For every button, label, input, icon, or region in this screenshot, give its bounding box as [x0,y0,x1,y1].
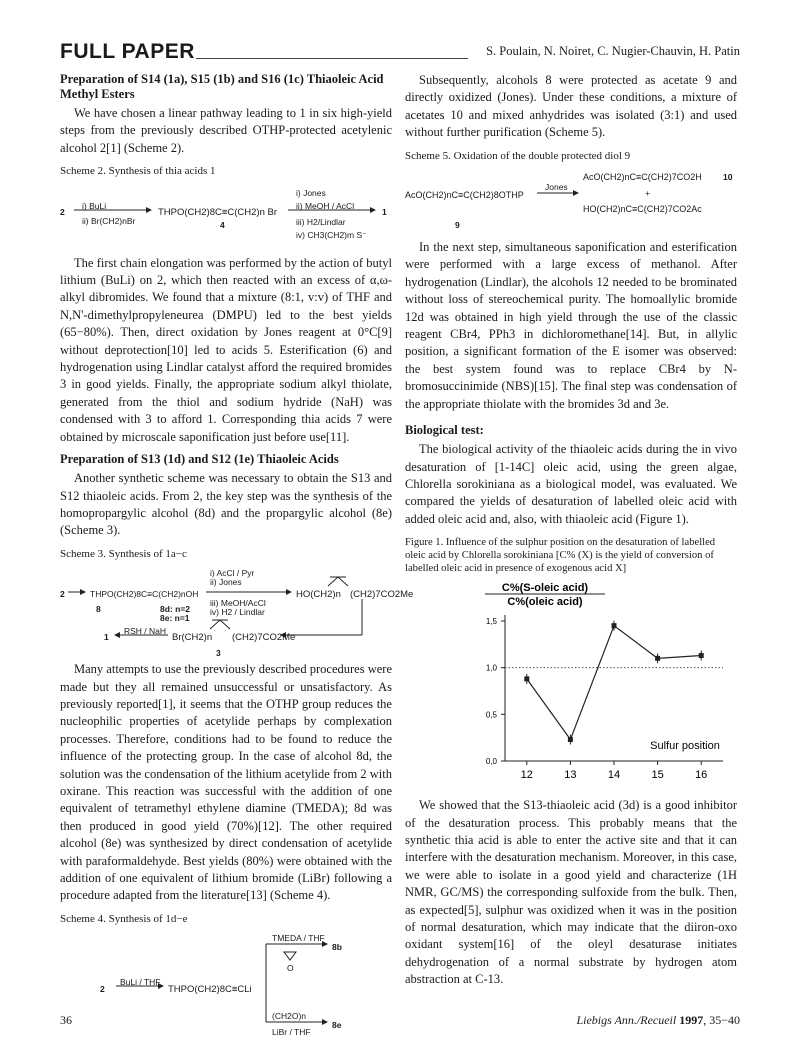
scheme-2-compound-2: 2 [60,206,65,217]
left-column [60,72,414,1038]
scheme-5-compound-9: 9 [455,220,460,231]
scheme-5-starting-material: AcO(CH2)nC≡C(CH2)8OTHP [405,190,524,201]
y-tick-label: 1,5 [485,617,497,627]
right-column [405,72,737,995]
scheme-3-compound-2: 2 [60,589,65,600]
scheme-4-acetylide: THPO(CH2)8C≡CLi [168,984,252,996]
scheme-3-variant: 8d: n=2 [160,604,190,615]
scheme-5-compound-10: 10 [723,172,733,183]
section-heading-biological-test: Biological test: [405,423,484,438]
x-tick-label: 12 [520,769,533,782]
scheme-2-caption: Scheme 2. Synthesis of thia acids 1 [60,165,216,178]
scheme-3-bromide-chain: (CH2)7CO2Me [232,632,296,644]
scheme-3-compound-3: 3 [216,648,221,659]
page-number: 36 [60,1013,72,1027]
scheme-3-compound-1: 1 [104,632,109,643]
scheme-3-bromide: Br(CH2)n [172,632,213,644]
scheme-4-reagent: (CH2O)n [272,1011,307,1022]
paragraph: In the next step, simultaneous saponification and esterification were performed with a large excess of methanol. After hydrogenation (Lindlar), the alcohols 12 needed to be brominated without loss of stereochemical purity. The homoallylic bromide 12d was obtained in high yield through the use of the classic reagent CBr4, PPh3 in dichloromethane[14]. But, in allylic position, a significant formation of the E isomer was observed: the best system found was to replace CBr4 by N-bromosuccinimide (NBS)[15]. The final step was condensation of the appropriate thiolate with the bromides 3d and 3e. [405,240,737,411]
author-list: S. Poulain, N. Noiret, C. Nugier-Chauvin, H. Patin [486,44,740,58]
figure-1-svg [405,579,737,789]
section-heading-s13-s12: Preparation of S13 (1d) and S12 (1e) Thiaoleic Acids [60,452,339,467]
y-label-numerator: C%(S-oleic acid) [501,582,589,595]
data-point [612,623,617,628]
scheme-4-product-8e: 8e [332,1020,342,1031]
paragraph: Another synthetic scheme was necessary to obtain the S13 and S12 thiaoleic acids. From 2, the key step was the synthesis of the homopropargylic alcohol (8d) and the propargylic alcohol (8e) (Scheme 3). [60,471,392,538]
scheme-3-variant: 8e: n=1 [160,613,190,624]
scheme-3-compound-8: 8 [96,604,101,615]
chart-marks [524,621,703,745]
paragraph: The biological activity of the thiaoleic acids during the in vivo desaturation of [1-14C] oleic acid, using the green algae, Chlorella sorokiniana as a biological model, was evaluated. We compared the yields of desaturation of labelled oleic acid with added oleic acid and, also, with thiaoleic acid (Figure 1). [405,442,737,526]
paragraph: We have chosen a linear pathway leading to 1 in six high-yield steps from the previously described OTHP-protected acetylenic alcohol 2[1] (Scheme 2). [60,106,392,155]
journal-pages: , 35−40 [703,1013,740,1027]
y-tick-label: 0,5 [485,710,497,720]
scheme-2-reagent: i) BuLi [82,200,107,211]
y-tick-label: 0,0 [485,757,497,767]
scheme-2 [60,183,392,245]
series-line [527,626,701,740]
scheme-2-compound-1: 1 [382,206,387,217]
scheme-2-reagent: ii) MeOH / AcCl [296,200,355,211]
x-tick-label: 15 [651,769,664,782]
scheme-4-caption: Scheme 4. Synthesis of 1d−e [60,912,188,925]
scheme-2-compound-4: 4 [220,219,225,230]
scheme-5-reagent: Jones [545,182,568,193]
scheme-5 [405,167,737,233]
scheme-3-caption: Scheme 3. Synthesis of 1a−c [60,547,187,560]
scheme-4 [60,930,392,1038]
paragraph: We showed that the S13-thiaoleic acid (3d) is a good inhibitor of the desaturation process. This probably means that the synthetic thia acid is able to enter the active site and that it can interfere with the desaturation mechanism. Moreover, in this case, we were able to isolate in a good yield and characterize (1H NMR, GC/MS) the corresponding sulfoxide from the bulk. Then, as expected[5], sulphur was oxidized when it was in the position of normal desaturation, which may indicate that the diiron-oxo oxidant system[16] of the oleyl desaturase initiates dehydrogenation of a normal substrate by hydrogen atom abstraction at C-13. [405,798,737,987]
scheme-5-plus: + [645,188,650,199]
y-tick-label: 1,0 [485,663,497,673]
journal-citation [576,1013,740,1028]
section-heading-s14-s16: Preparation of S14 (1a), S15 (1b) and S16 (1c) Thiaoleic Acid Methyl Esters [60,72,384,101]
scheme-2-reagent: i) Jones [296,187,326,198]
scheme-3-reagent: iv) H2 / Lindlar [210,607,265,618]
scheme-2-intermediate: THPO(CH2)8C≡C(CH2)n Br [158,206,278,218]
scheme-4-reagent: BuLi / THF [120,977,161,988]
scheme-5-product-acid: AcO(CH2)nC≡C(CH2)7CO2H [583,172,702,183]
data-point [524,676,529,681]
scheme-3-reagent: RSH / NaH [124,626,167,637]
scheme-4-product-8b: 8b [332,942,342,953]
paragraph: Subsequently, alcohols 8 were protected as acetate 9 and directly oxidized (Jones). Under these conditions, a mixture of acetates 10 and mixed anhydrides was isolated (3:1) and used without further purification (Scheme 5). [405,73,737,140]
y-label-denominator: C%(oleic acid) [507,596,583,609]
scheme-3-reagent: iii) MeOH/AcCl [210,598,266,609]
journal-name: Liebigs Ann./Recueil [576,1013,677,1027]
scheme-4-reagent: LiBr / THF [272,1027,311,1038]
scheme-3-product-chain: (CH2)7CO2Me [350,589,414,601]
x-axis-label: Sulfur position [650,740,720,753]
scheme-4-compound-2: 2 [100,984,105,995]
paragraph: Many attempts to use the previously described procedures were made but they all remained unsuccessful or unsatisfactory. As previously reported[1], it seems that the OTHP group reduces the nucleophilic properties of acetylide perhaps by complexation processes. Therefore, conditions had to be found to reduce the influence of the protecting group. In the case of alcohol 8d, the solution was the condensation of the lithium acetylide from 2 with oxirane. This reaction was successful with the addition of one equivalent of tetramethyl ethylene diamine (TMEDA); 8d was then produced in good yield (70%)[12]. The other required alcohol (8e) was synthesized by direct condensation of acetylide with paraformaldehyde. Best yields (80%) were obtained with the addition of one equivalent of lithium bromide (LiBr) following a procedure adapted from the literature[13] (Scheme 4). [60,662,392,903]
x-tick-label: 16 [695,769,708,782]
scheme-3 [60,565,414,659]
scheme-3-reagent: ii) Jones [210,577,242,588]
figure-1-caption: Figure 1. Influence of the sulphur position on the desaturation of labelled oleic acid by Chlorella sorokiniana [C% (X) is the yield of conversion of labelled oleic acid in presence of exogenous acid X] [405,537,716,575]
data-point [699,653,704,658]
journal-year: 1997 [679,1013,704,1027]
x-tick-label: 14 [607,769,621,782]
data-point [568,737,573,742]
scheme-3-product: HO(CH2)n [296,589,341,601]
scheme-3-alcohol: THPO(CH2)8C≡C(CH2)nOH [90,589,199,600]
scheme-2-reagent: iii) H2/Lindlar [296,216,346,227]
x-tick-label: 13 [564,769,577,782]
scheme-5-product-anhydride: HO(CH2)nC≡C(CH2)7CO2Ac [583,204,702,215]
chart-axes [486,615,723,781]
header-rule [196,58,468,59]
section-label: FULL PAPER [60,40,195,63]
scheme-5-caption: Scheme 5. Oxidation of the double protected diol 9 [405,149,631,162]
figure-1-chart [405,579,737,789]
scheme-4-epoxide-label: O [287,963,294,974]
scheme-3-reagent: i) AcCl / Pyr [210,568,255,579]
scheme-2-reagent: ii) Br(CH2)nBr [82,215,136,226]
scheme-2-reagent: iv) CH3(CH2)m S⁻ [296,229,367,240]
scheme-4-reagent: TMEDA / THF [272,933,325,944]
data-point [655,656,660,661]
paragraph: The first chain elongation was performed by the action of butyl lithium (BuLi) on 2, which then reacted with an excess of α,ω-alkyl dibromides. We found that a mixture (8:1, v:v) of THF and N,N'-dimethylpropyleneurea (DMPU) led to the best yields (65−80%). Then, direct oxidation by Jones reagent at 0°C[9] without deprotection[10] led to acids 5. Esterification (6) and hydrogenation using Lindlar catalyst afford the required bromides 3 in good yields. Finally, the appropriate sodium alkyl thiolate, generated from the thiol and sodium hydride (NaH) was condensed with 3 to afford 1. Corresponding thia acids 7 were obtained by microscale saponification just before use[11]. [60,255,392,444]
